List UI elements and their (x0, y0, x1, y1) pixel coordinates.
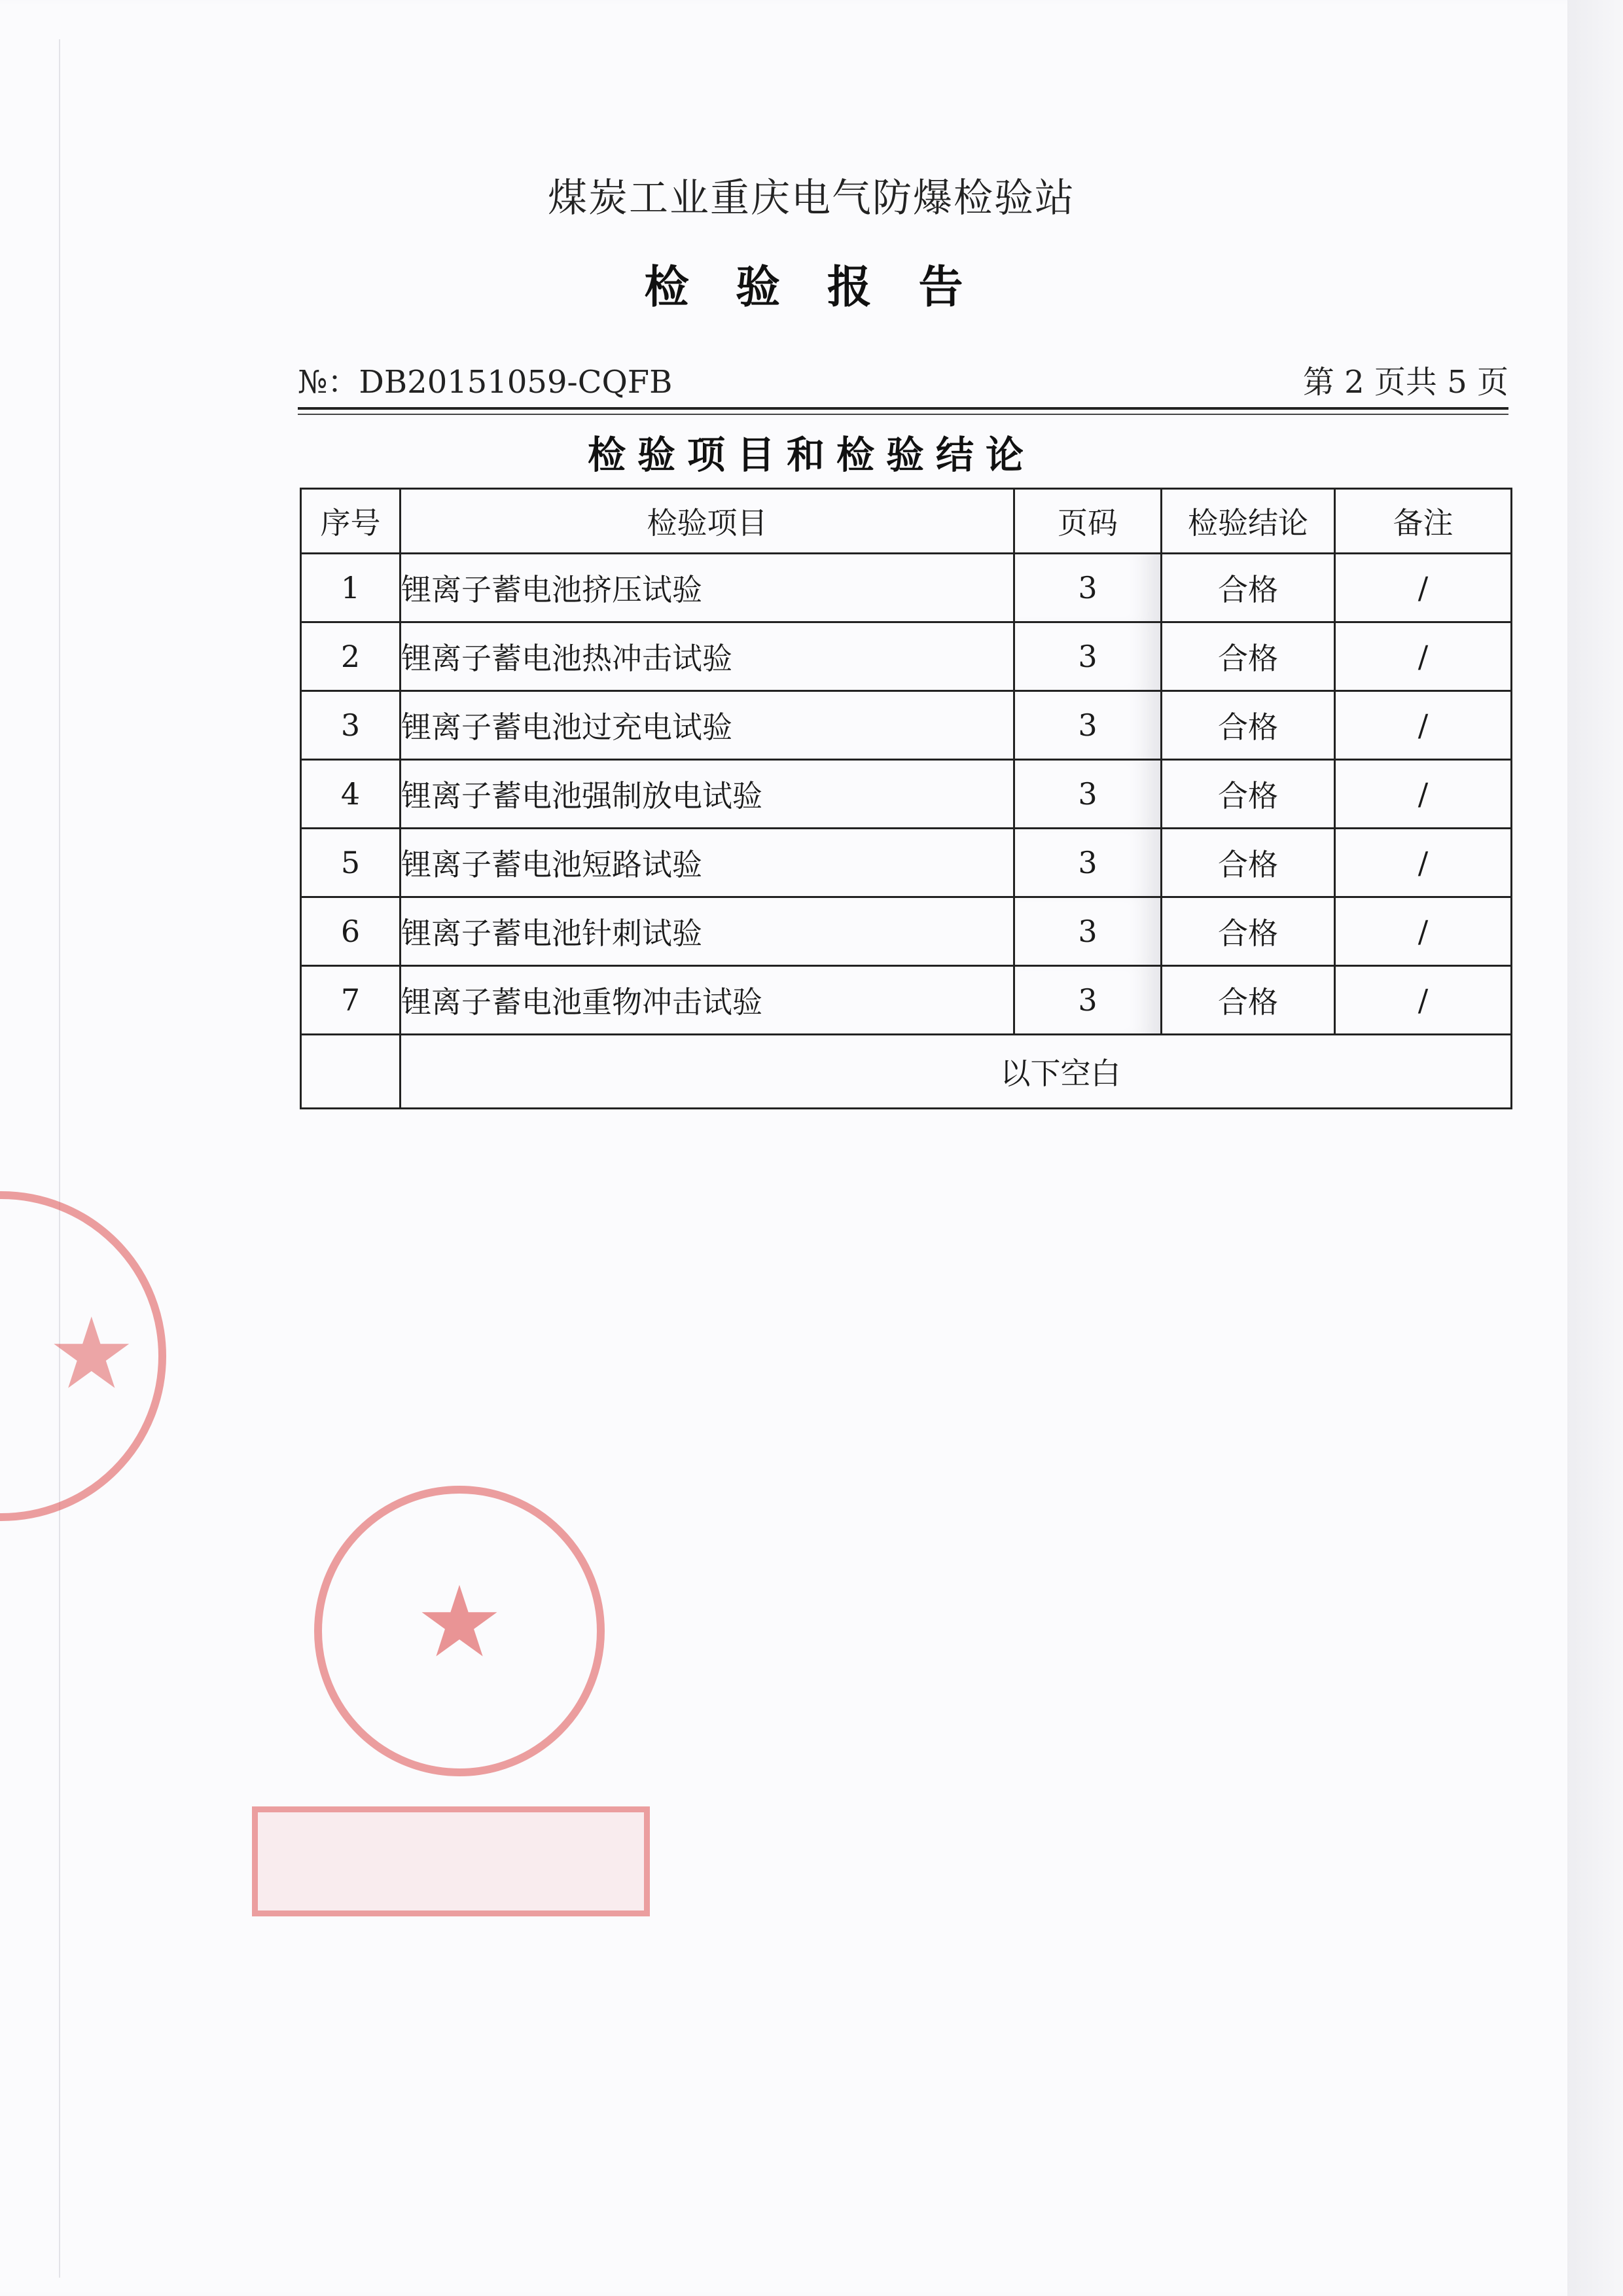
row-remark: / (1335, 966, 1512, 1035)
row-page: 3 (1014, 691, 1162, 760)
row-item: 锂离子蓄电池热冲击试验 (401, 622, 1014, 691)
binding-line (59, 39, 60, 2278)
inspection-table (300, 488, 1512, 1109)
column-header-remark: 备注 (1335, 489, 1512, 554)
row-number: 7 (301, 966, 401, 1035)
table-row (301, 829, 1512, 897)
seal-star-icon: ★ (415, 1566, 504, 1679)
organization-name: 煤炭工业重庆电气防爆检验站 (548, 175, 1075, 221)
row-remark: / (1335, 691, 1512, 760)
row-result: 合格 (1162, 691, 1335, 760)
table-row (301, 760, 1512, 829)
row-remark: / (1335, 897, 1512, 966)
row-number: 1 (301, 554, 401, 622)
row-page: 3 (1014, 966, 1162, 1035)
row-remark: / (1335, 622, 1512, 691)
row-page: 3 (1014, 897, 1162, 966)
seal-star-icon: ★ (47, 1297, 135, 1411)
row-remark: / (1335, 554, 1512, 622)
row-page: 3 (1014, 554, 1162, 622)
blank-note: 以下空白 (1000, 1056, 1121, 1091)
page-edge-shade (1567, 0, 1623, 2296)
official-seal (314, 1486, 605, 1776)
row-result: 合格 (1162, 897, 1335, 966)
row-item: 锂离子蓄电池短路试验 (401, 829, 1014, 897)
table-row (301, 966, 1512, 1035)
row-number: 5 (301, 829, 401, 897)
column-header-result: 检验结论 (1162, 489, 1335, 554)
table-header-row (301, 489, 1512, 554)
rectangular-stamp (252, 1806, 650, 1916)
row-result: 合格 (1162, 760, 1335, 829)
row-remark: / (1335, 760, 1512, 829)
table-row (301, 691, 1512, 760)
row-number: 6 (301, 897, 401, 966)
report-header-row (298, 361, 1508, 410)
row-number: 2 (301, 622, 401, 691)
row-result: 合格 (1162, 966, 1335, 1035)
table-blank-row (301, 1035, 1512, 1109)
row-number: 3 (301, 691, 401, 760)
row-page: 3 (1014, 829, 1162, 897)
column-header-number: 序号 (301, 489, 401, 554)
row-remark: / (1335, 829, 1512, 897)
row-item: 锂离子蓄电池针刺试验 (401, 897, 1014, 966)
table-row (301, 897, 1512, 966)
row-item: 锂离子蓄电池挤压试验 (401, 554, 1014, 622)
row-result: 合格 (1162, 554, 1335, 622)
report-title: 检 验 报 告 (644, 262, 979, 314)
row-item: 锂离子蓄电池强制放电试验 (401, 760, 1014, 829)
section-title: 检验项目和检验结论 (587, 433, 1035, 477)
column-header-page: 页码 (1014, 489, 1162, 554)
official-seal-partial (0, 1191, 166, 1521)
blank-note-cell (401, 1035, 1512, 1109)
column-header-item: 检验项目 (401, 489, 1014, 554)
blank-number-cell (301, 1035, 401, 1109)
header-rule (298, 414, 1508, 415)
row-page: 3 (1014, 760, 1162, 829)
report-number: №：DB20151059-CQFB (298, 364, 673, 401)
row-number: 4 (301, 760, 401, 829)
row-item: 锂离子蓄电池过充电试验 (401, 691, 1014, 760)
table-row (301, 622, 1512, 691)
page-indicator: 第 2 页共 5 页 (1302, 364, 1508, 401)
row-page: 3 (1014, 622, 1162, 691)
row-item: 锂离子蓄电池重物冲击试验 (401, 966, 1014, 1035)
row-result: 合格 (1162, 829, 1335, 897)
table-row (301, 554, 1512, 622)
row-result: 合格 (1162, 622, 1335, 691)
